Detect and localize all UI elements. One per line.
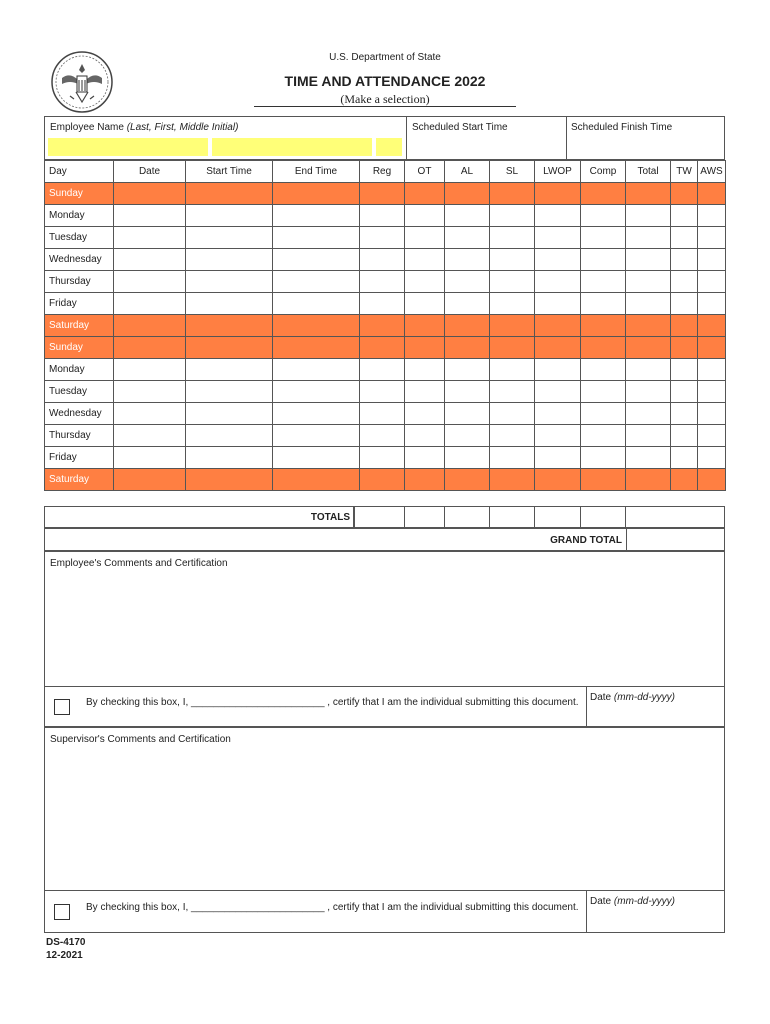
comp-cell[interactable]: [581, 425, 626, 447]
col-day: Day: [45, 161, 114, 183]
reg-cell[interactable]: [360, 249, 405, 271]
total-cell[interactable]: [626, 403, 671, 425]
start-time-cell[interactable]: [186, 337, 273, 359]
end-time-cell[interactable]: [273, 183, 360, 205]
reg-cell[interactable]: [360, 359, 405, 381]
timesheet-table: [44, 160, 726, 491]
lwop-cell[interactable]: [535, 359, 581, 381]
al-cell[interactable]: [445, 227, 490, 249]
reg-cell[interactable]: [360, 271, 405, 293]
col-aws: AWS: [698, 161, 726, 183]
aws-cell[interactable]: [698, 249, 726, 271]
aws-cell[interactable]: [698, 271, 726, 293]
ot-cell[interactable]: [405, 359, 445, 381]
start-time-cell[interactable]: [186, 227, 273, 249]
day-label: Saturday: [45, 469, 114, 491]
table-row: [45, 315, 726, 337]
reg-cell[interactable]: [360, 315, 405, 337]
comp-cell[interactable]: [581, 337, 626, 359]
total-cell[interactable]: [626, 359, 671, 381]
lwop-cell[interactable]: [535, 205, 581, 227]
sl-cell[interactable]: [490, 425, 535, 447]
comp-cell[interactable]: [581, 205, 626, 227]
col-al: AL: [445, 161, 490, 183]
day-label: Friday: [45, 447, 114, 469]
sl-cell[interactable]: [490, 271, 535, 293]
table-row: [45, 381, 726, 403]
day-label: Sunday: [45, 337, 114, 359]
ot-cell[interactable]: [405, 425, 445, 447]
column-header-row: [45, 161, 726, 183]
sl-cell[interactable]: [490, 337, 535, 359]
grand-total-input[interactable]: [626, 529, 726, 550]
start-time-cell[interactable]: [186, 469, 273, 491]
lwop-cell[interactable]: [535, 293, 581, 315]
end-time-cell[interactable]: [273, 249, 360, 271]
comp-cell[interactable]: [581, 271, 626, 293]
day-label: Monday: [45, 359, 114, 381]
col-comp: Comp: [581, 161, 626, 183]
start-time-cell[interactable]: [186, 447, 273, 469]
totals-label: TOTALS: [310, 512, 350, 523]
aws-cell[interactable]: [698, 469, 726, 491]
department-name: U.S. Department of State: [329, 52, 441, 63]
last-name-input[interactable]: [48, 138, 208, 156]
lwop-cell[interactable]: [535, 271, 581, 293]
reg-cell[interactable]: [360, 403, 405, 425]
comp-cell[interactable]: [581, 249, 626, 271]
supervisor-certification-row: [44, 891, 725, 933]
lwop-cell[interactable]: [535, 403, 581, 425]
day-label: Saturday: [45, 315, 114, 337]
comp-cell[interactable]: [581, 381, 626, 403]
employee-comments-box[interactable]: [44, 551, 725, 687]
table-row: [45, 359, 726, 381]
sl-cell[interactable]: [490, 315, 535, 337]
table-row: [45, 183, 726, 205]
employee-cert-text: By checking this box, I, ________________________ , certify that I am the individual submitting this document.: [86, 697, 579, 708]
comp-cell[interactable]: [581, 183, 626, 205]
selection-prompt[interactable]: (Make a selection): [254, 92, 516, 107]
col-reg: Reg: [360, 161, 405, 183]
lwop-cell[interactable]: [535, 337, 581, 359]
total-cell[interactable]: [626, 447, 671, 469]
lwop-cell[interactable]: [535, 447, 581, 469]
aws-cell[interactable]: [698, 205, 726, 227]
totals-reg-cell[interactable]: [354, 506, 405, 528]
sl-cell[interactable]: [490, 403, 535, 425]
end-time-cell[interactable]: [273, 205, 360, 227]
day-label: Tuesday: [45, 227, 114, 249]
lwop-cell[interactable]: [535, 315, 581, 337]
start-time-cell[interactable]: [186, 315, 273, 337]
al-cell[interactable]: [445, 425, 490, 447]
grand-total-label: GRAND TOTAL: [550, 535, 622, 546]
supervisor-comments-box[interactable]: [44, 727, 725, 891]
day-label: Sunday: [45, 183, 114, 205]
reg-cell[interactable]: [360, 293, 405, 315]
tw-cell[interactable]: [671, 315, 698, 337]
total-cell[interactable]: [626, 205, 671, 227]
al-cell[interactable]: [445, 249, 490, 271]
ot-cell[interactable]: [405, 469, 445, 491]
total-cell[interactable]: [626, 469, 671, 491]
total-cell[interactable]: [626, 337, 671, 359]
tw-cell[interactable]: [671, 469, 698, 491]
tw-cell[interactable]: [671, 183, 698, 205]
aws-cell[interactable]: [698, 293, 726, 315]
date-cell[interactable]: [114, 447, 186, 469]
tw-cell[interactable]: [671, 227, 698, 249]
lwop-cell[interactable]: [535, 381, 581, 403]
date-cell[interactable]: [114, 183, 186, 205]
aws-cell[interactable]: [698, 315, 726, 337]
employee-cert-checkbox[interactable]: [54, 699, 70, 715]
table-row: [45, 205, 726, 227]
sl-cell[interactable]: [490, 227, 535, 249]
tw-cell[interactable]: [671, 205, 698, 227]
comp-cell[interactable]: [581, 227, 626, 249]
date-cell[interactable]: [114, 469, 186, 491]
reg-cell[interactable]: [360, 183, 405, 205]
comp-cell[interactable]: [581, 469, 626, 491]
lwop-cell[interactable]: [535, 425, 581, 447]
ot-cell[interactable]: [405, 183, 445, 205]
al-cell[interactable]: [445, 205, 490, 227]
sl-cell[interactable]: [490, 359, 535, 381]
day-label: Wednesday: [45, 249, 114, 271]
ot-cell[interactable]: [405, 249, 445, 271]
totals-al-cell[interactable]: [444, 506, 490, 528]
table-row: [45, 469, 726, 491]
end-time-cell[interactable]: [273, 469, 360, 491]
start-time-cell[interactable]: [186, 271, 273, 293]
day-label: Tuesday: [45, 381, 114, 403]
table-row: [45, 425, 726, 447]
table-row: [45, 337, 726, 359]
col-date: Date: [114, 161, 186, 183]
grand-total-row: [44, 528, 725, 551]
end-time-cell[interactable]: [273, 337, 360, 359]
form-revision: 12-2021: [46, 950, 83, 961]
total-cell[interactable]: [626, 271, 671, 293]
al-cell[interactable]: [445, 359, 490, 381]
supervisor-cert-checkbox[interactable]: [54, 904, 70, 920]
al-cell[interactable]: [445, 447, 490, 469]
tw-cell[interactable]: [671, 381, 698, 403]
totals-comp-cell[interactable]: [580, 506, 626, 528]
ot-cell[interactable]: [405, 271, 445, 293]
al-cell[interactable]: [445, 403, 490, 425]
end-time-cell[interactable]: [273, 403, 360, 425]
start-time-cell[interactable]: [186, 359, 273, 381]
col-start-time: Start Time: [186, 161, 273, 183]
supervisor-cert-text: By checking this box, I, ________________________ , certify that I am the individual submitting this document.: [86, 902, 579, 913]
total-cell[interactable]: [626, 227, 671, 249]
date-cell[interactable]: [114, 271, 186, 293]
totals-ot-cell[interactable]: [404, 506, 445, 528]
reg-cell[interactable]: [360, 381, 405, 403]
aws-cell[interactable]: [698, 381, 726, 403]
lwop-cell[interactable]: [535, 249, 581, 271]
scheduled-finish-label: Scheduled Finish Time: [571, 122, 673, 133]
totals-label-cell: [44, 506, 354, 528]
middle-initial-input[interactable]: [376, 138, 402, 156]
scheduled-start-label: Scheduled Start Time: [412, 122, 508, 133]
end-time-cell[interactable]: [273, 271, 360, 293]
ot-cell[interactable]: [405, 315, 445, 337]
date-cell[interactable]: [114, 337, 186, 359]
sl-cell[interactable]: [490, 293, 535, 315]
start-time-cell[interactable]: [186, 381, 273, 403]
sl-cell[interactable]: [490, 381, 535, 403]
table-row: [45, 227, 726, 249]
ot-cell[interactable]: [405, 293, 445, 315]
ot-cell[interactable]: [405, 337, 445, 359]
al-cell[interactable]: [445, 315, 490, 337]
aws-cell[interactable]: [698, 425, 726, 447]
al-cell[interactable]: [445, 337, 490, 359]
date-cell[interactable]: [114, 403, 186, 425]
employee-date-field[interactable]: Date (mm-dd-yyyy): [586, 687, 726, 727]
end-time-cell[interactable]: [273, 425, 360, 447]
supervisor-date-field[interactable]: Date (mm-dd-yyyy): [586, 891, 726, 932]
aws-cell[interactable]: [698, 447, 726, 469]
date-cell[interactable]: [114, 249, 186, 271]
total-cell[interactable]: [626, 425, 671, 447]
date-cell[interactable]: [114, 425, 186, 447]
date-cell[interactable]: [114, 315, 186, 337]
reg-cell[interactable]: [360, 337, 405, 359]
ot-cell[interactable]: [405, 205, 445, 227]
reg-cell[interactable]: [360, 469, 405, 491]
tw-cell[interactable]: [671, 249, 698, 271]
end-time-cell[interactable]: [273, 447, 360, 469]
tw-cell[interactable]: [671, 403, 698, 425]
lwop-cell[interactable]: [535, 227, 581, 249]
col-ot: OT: [405, 161, 445, 183]
al-cell[interactable]: [445, 183, 490, 205]
col-tw: TW: [671, 161, 698, 183]
tw-cell[interactable]: [671, 293, 698, 315]
sl-cell[interactable]: [490, 447, 535, 469]
start-time-cell[interactable]: [186, 293, 273, 315]
tw-cell[interactable]: [671, 447, 698, 469]
date-cell[interactable]: [114, 359, 186, 381]
ot-cell[interactable]: [405, 403, 445, 425]
form-title: TIME AND ATTENDANCE 2022: [284, 73, 486, 89]
lwop-cell[interactable]: [535, 183, 581, 205]
aws-cell[interactable]: [698, 183, 726, 205]
comp-cell[interactable]: [581, 403, 626, 425]
comp-cell[interactable]: [581, 447, 626, 469]
table-row: [45, 447, 726, 469]
day-label: Thursday: [45, 271, 114, 293]
first-name-input[interactable]: [212, 138, 372, 156]
aws-cell[interactable]: [698, 359, 726, 381]
day-label: Thursday: [45, 425, 114, 447]
al-cell[interactable]: [445, 469, 490, 491]
day-label: Monday: [45, 205, 114, 227]
al-cell[interactable]: [445, 271, 490, 293]
ot-cell[interactable]: [405, 381, 445, 403]
reg-cell[interactable]: [360, 227, 405, 249]
sl-cell[interactable]: [490, 183, 535, 205]
aws-cell[interactable]: [698, 337, 726, 359]
end-time-cell[interactable]: [273, 359, 360, 381]
date-cell[interactable]: [114, 227, 186, 249]
form-number: DS-4170: [46, 937, 86, 948]
tw-cell[interactable]: [671, 337, 698, 359]
aws-cell[interactable]: [698, 227, 726, 249]
tw-cell[interactable]: [671, 359, 698, 381]
totals-sl-cell[interactable]: [489, 506, 535, 528]
day-label: Friday: [45, 293, 114, 315]
tw-cell[interactable]: [671, 425, 698, 447]
total-cell[interactable]: [626, 293, 671, 315]
ot-cell[interactable]: [405, 447, 445, 469]
date-cell[interactable]: [114, 205, 186, 227]
ot-cell[interactable]: [405, 227, 445, 249]
table-row: [45, 293, 726, 315]
sl-cell[interactable]: [490, 249, 535, 271]
totals-lwop-cell[interactable]: [534, 506, 581, 528]
sl-cell[interactable]: [490, 469, 535, 491]
employee-name-label: Employee Name (Last, First, Middle Initial): [50, 122, 239, 133]
reg-cell[interactable]: [360, 447, 405, 469]
start-time-cell[interactable]: [186, 425, 273, 447]
day-label: Wednesday: [45, 403, 114, 425]
table-row: [45, 403, 726, 425]
sl-cell[interactable]: [490, 205, 535, 227]
end-time-cell[interactable]: [273, 381, 360, 403]
supervisor-comments-title: Supervisor's Comments and Certification: [50, 734, 231, 745]
table-row: [45, 271, 726, 293]
end-time-cell[interactable]: [273, 227, 360, 249]
total-cell[interactable]: [626, 249, 671, 271]
employee-certification-row: [44, 687, 725, 727]
col-end-time: End Time: [273, 161, 360, 183]
start-time-cell[interactable]: [186, 205, 273, 227]
table-row: [45, 249, 726, 271]
end-time-cell[interactable]: [273, 315, 360, 337]
reg-cell[interactable]: [360, 425, 405, 447]
tw-cell[interactable]: [671, 271, 698, 293]
date-cell[interactable]: [114, 293, 186, 315]
reg-cell[interactable]: [360, 205, 405, 227]
lwop-cell[interactable]: [535, 469, 581, 491]
total-cell[interactable]: [626, 315, 671, 337]
total-cell[interactable]: [626, 381, 671, 403]
al-cell[interactable]: [445, 381, 490, 403]
col-lwop: LWOP: [535, 161, 581, 183]
date-cell[interactable]: [114, 381, 186, 403]
total-cell[interactable]: [626, 183, 671, 205]
al-cell[interactable]: [445, 293, 490, 315]
totals-total-cell[interactable]: [625, 506, 725, 528]
start-time-cell[interactable]: [186, 249, 273, 271]
col-sl: SL: [490, 161, 535, 183]
employee-comments-title: Employee's Comments and Certification: [50, 558, 228, 569]
start-time-cell[interactable]: [186, 403, 273, 425]
comp-cell[interactable]: [581, 293, 626, 315]
comp-cell[interactable]: [581, 315, 626, 337]
col-total: Total: [626, 161, 671, 183]
comp-cell[interactable]: [581, 359, 626, 381]
aws-cell[interactable]: [698, 403, 726, 425]
end-time-cell[interactable]: [273, 293, 360, 315]
start-time-cell[interactable]: [186, 183, 273, 205]
